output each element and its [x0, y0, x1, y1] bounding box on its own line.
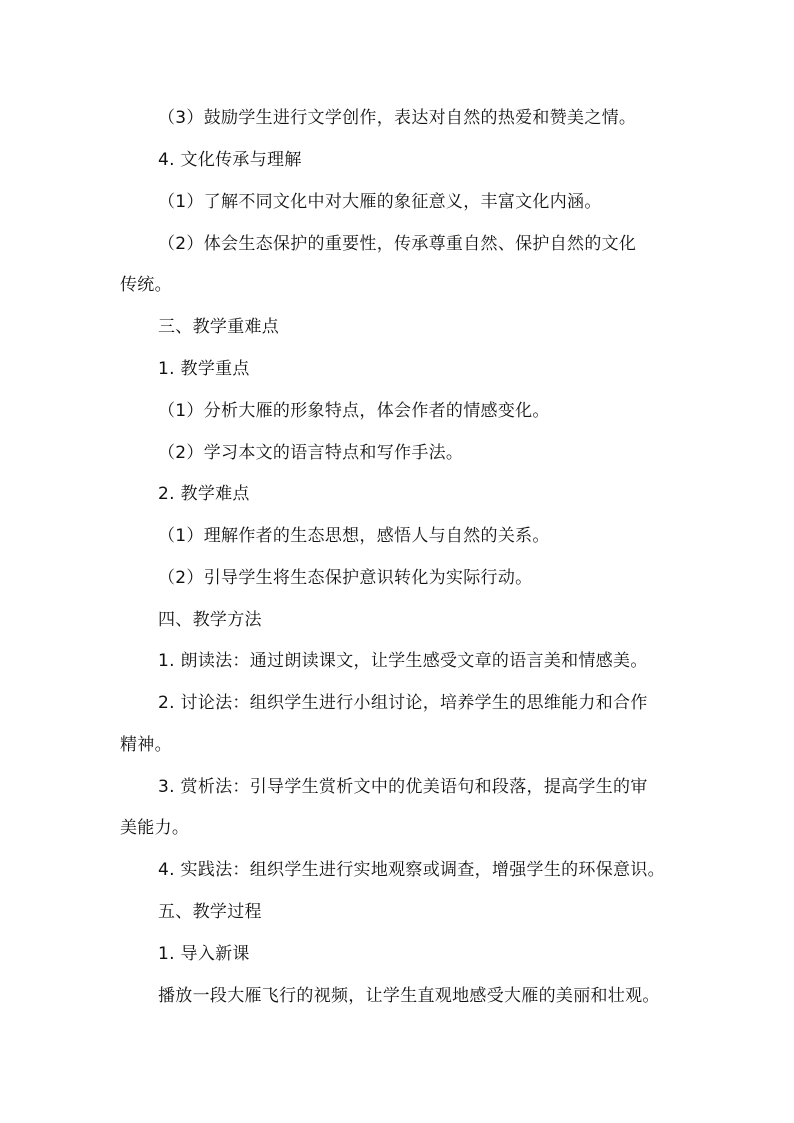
subheading-introduction: 1. 导入新课: [158, 944, 250, 964]
method-discussion-line-1: 2. 讨论法：组织学生进行小组讨论，培养学生的思维能力和合作: [158, 693, 648, 713]
difficult-point-1: （1）理解作者的生态思想，感悟人与自然的关系。: [158, 526, 550, 546]
key-point-2: （2）学习本文的语言特点和写作手法。: [158, 443, 464, 463]
objective-3: （3）鼓励学生进行文学创作，表达对自然的热爱和赞美之情。: [158, 108, 637, 128]
method-discussion-line-2: 精神。: [120, 735, 172, 755]
key-point-1: （1）分析大雁的形象特点，体会作者的情感变化。: [158, 401, 550, 421]
culture-item-2-line-2: 传统。: [120, 275, 172, 295]
culture-item-1: （1）了解不同文化中对大雁的象征意义，丰富文化内涵。: [158, 192, 602, 212]
culture-item-2-line-1: （2）体会生态保护的重要性，传承尊重自然、保护自然的文化: [158, 234, 637, 254]
difficult-point-2: （2）引导学生将生态保护意识转化为实际行动。: [158, 568, 533, 588]
method-appreciation-line-1: 3. 赏析法：引导学生赏析文中的优美语句和段落，提高学生的审: [158, 777, 648, 797]
section-heading-culture: 4. 文化传承与理解: [158, 150, 302, 170]
subheading-difficult-points: 2. 教学难点: [158, 484, 250, 504]
subheading-key-points: 1. 教学重点: [158, 359, 250, 379]
section-heading-process: 五、教学过程: [158, 902, 262, 922]
method-appreciation-line-2: 美能力。: [120, 818, 190, 838]
section-heading-key-difficult: 三、教学重难点: [158, 317, 280, 337]
introduction-text: 播放一段大雁飞行的视频，让学生直观地感受大雁的美丽和壮观。: [158, 986, 660, 1006]
method-reading: 1. 朗读法：通过朗读课文，让学生感受文章的语言美和情感美。: [158, 651, 648, 671]
section-heading-methods: 四、教学方法: [158, 610, 262, 630]
method-practice: 4. 实践法：组织学生进行实地观察或调查，增强学生的环保意识。: [158, 860, 665, 880]
